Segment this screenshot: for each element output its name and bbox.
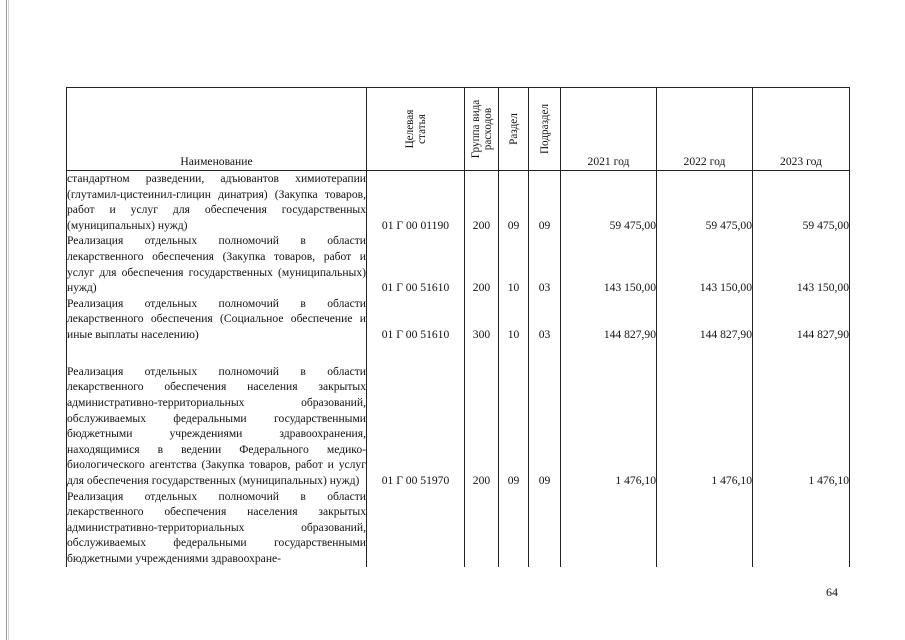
row-value-2023: 143 150,00 bbox=[753, 233, 850, 295]
row-expense-group: 200 bbox=[465, 171, 499, 234]
header-year-2022: 2022 год bbox=[657, 88, 753, 171]
row-section bbox=[499, 489, 529, 567]
header-name: Наименование bbox=[67, 88, 367, 171]
header-row bbox=[67, 88, 850, 171]
table-row bbox=[67, 171, 850, 234]
table-row bbox=[67, 343, 850, 489]
row-value-2022 bbox=[657, 489, 753, 567]
scan-edge-line bbox=[8, 0, 9, 640]
header-expense-group: Группа вида расходов bbox=[465, 88, 499, 171]
table-row bbox=[67, 233, 850, 295]
row-expense-group bbox=[465, 489, 499, 567]
row-target-article: 01 Г 00 51610 bbox=[367, 233, 465, 295]
row-value-2021: 59 475,00 bbox=[561, 171, 657, 234]
row-value-2023: 1 476,10 bbox=[753, 343, 850, 489]
budget-table bbox=[66, 87, 850, 567]
row-value-2022: 59 475,00 bbox=[657, 171, 753, 234]
row-expense-group: 200 bbox=[465, 233, 499, 295]
row-section: 10 bbox=[499, 233, 529, 295]
row-name: Реализация отдельных полномочий в области лекарственного обеспечения населения закрытых административно-территориальных образований, обслуживаемых федеральными государственными бюджетными учреждениями здравоохране- bbox=[67, 489, 366, 565]
row-value-2021: 144 827,90 bbox=[561, 296, 657, 343]
row-subsection: 03 bbox=[529, 233, 561, 295]
header-year-2023: 2023 год bbox=[753, 88, 850, 171]
scan-edge-line bbox=[6, 0, 7, 640]
row-name: Реализация отдельных полномочий в области лекарственного обеспечения (Социальное обеспечение и иные выплаты населению) bbox=[67, 296, 366, 341]
header-section: Раздел bbox=[499, 88, 529, 171]
row-target-article: 01 Г 00 01190 bbox=[367, 171, 465, 234]
row-expense-group: 200 bbox=[465, 343, 499, 489]
row-section: 09 bbox=[499, 343, 529, 489]
row-value-2021: 143 150,00 bbox=[561, 233, 657, 295]
row-name: Реализация отдельных полномочий в области лекарственного обеспечения (Закупка товаров, работ и услуг для обеспечения государственных (муниципальных) нужд) bbox=[67, 234, 366, 295]
header-target-article: Целевая статья bbox=[367, 88, 465, 171]
row-name: Реализация отдельных полномочий в области лекарственного обеспечения населения закрытых административно-территориальных образований, обслуживаемых федеральными государственными бюджетными учреждениями здравоохранения, находящимися в ведении Федерального медико-биологического агентства (Закупка товаров, работ и услуг для обеспечения государственных (муниципальных) нужд) bbox=[67, 343, 367, 489]
row-subsection: 09 bbox=[529, 343, 561, 489]
row-value-2022: 144 827,90 bbox=[657, 296, 753, 343]
row-section: 10 bbox=[499, 296, 529, 343]
page-number: 64 bbox=[826, 585, 838, 599]
row-target-article: 01 Г 00 51970 bbox=[367, 343, 465, 489]
header-subsection: Подраздел bbox=[529, 88, 561, 171]
row-value-2021 bbox=[561, 489, 657, 567]
row-value-2022: 143 150,00 bbox=[657, 233, 753, 295]
table-row bbox=[67, 296, 850, 343]
row-value-2022: 1 476,10 bbox=[657, 343, 753, 489]
row-subsection: 03 bbox=[529, 296, 561, 343]
header-year-2021: 2021 год bbox=[561, 88, 657, 171]
row-value-2023 bbox=[753, 489, 850, 567]
row-name: стандартном разведении, адъювантов химиотерапии (глутамил-цистеинил-глицин динатрия) (Закупка товаров, работ и услуг для обеспечения государственных (муниципальных) нужд) bbox=[67, 172, 366, 232]
table-row bbox=[67, 489, 850, 567]
row-subsection bbox=[529, 489, 561, 567]
row-target-article: 01 Г 00 51610 bbox=[367, 296, 465, 343]
row-value-2021: 1 476,10 bbox=[561, 343, 657, 489]
row-target-article bbox=[367, 489, 465, 567]
row-value-2023: 59 475,00 bbox=[753, 171, 850, 234]
row-value-2023: 144 827,90 bbox=[753, 296, 850, 343]
row-section: 09 bbox=[499, 171, 529, 234]
row-subsection: 09 bbox=[529, 171, 561, 234]
row-expense-group: 300 bbox=[465, 296, 499, 343]
